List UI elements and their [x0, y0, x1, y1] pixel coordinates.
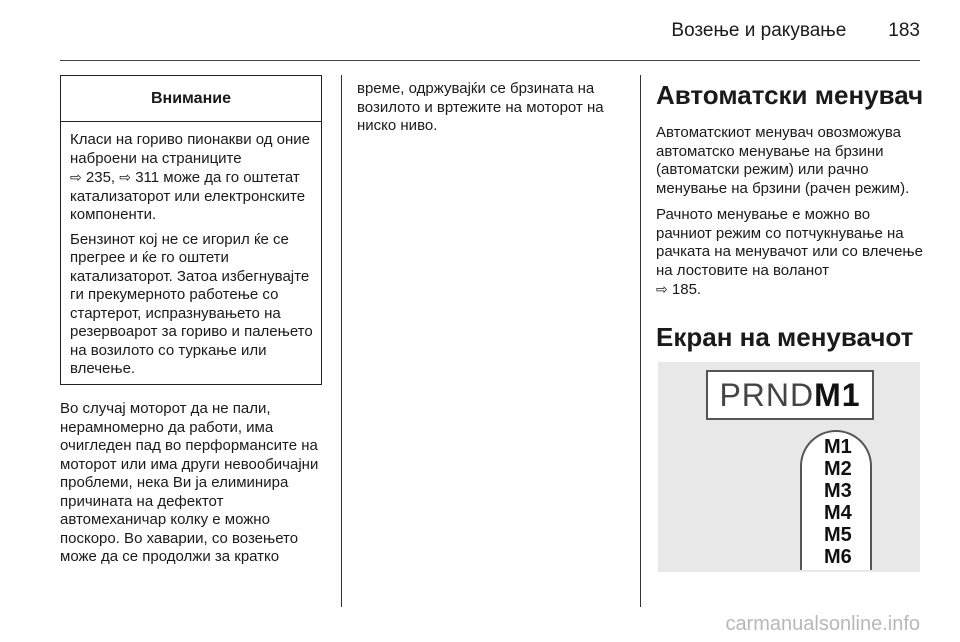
header-rule — [60, 60, 920, 61]
col2-text: време, одржувајќи се брзината на возилото и вртежите на моторот на ниско ниво. — [357, 80, 604, 134]
header-title: Возење и ракување — [671, 20, 847, 41]
gear-item: M2 — [824, 458, 852, 480]
warning-paragraph-1: Класи на гориво пионакви од оние наброени на страниците ⇨ 235, ⇨ 311 може да го оштетат катализаторот или електронските компоненти. — [70, 131, 311, 223]
section-heading: Автоматски менувач — [656, 80, 924, 110]
warning-title: Внимание — [61, 76, 321, 122]
column-3 — [656, 80, 928, 352]
page-number: 183 — [888, 20, 920, 41]
page-ref-icon: ⇨ — [70, 169, 82, 185]
warning-box — [60, 75, 322, 385]
column-divider — [341, 75, 342, 607]
col3-paragraph-2: Рачното менување е можно во рачниот режим со потчукнување на рачката на менувачот или со влечење на лостовите на воланот ⇨ 185. — [656, 206, 923, 298]
watermark: carmanualsonline.info — [725, 613, 920, 635]
page-ref-icon: ⇨ — [119, 169, 132, 185]
gear-display-figure — [658, 362, 920, 572]
subsection-heading: Екран на менувачот — [656, 321, 914, 352]
column-divider — [640, 75, 641, 607]
column-2 — [357, 80, 629, 144]
page-header — [671, 20, 920, 42]
gear-item: M5 — [824, 524, 852, 546]
gear-item: M1 — [824, 436, 852, 458]
gear-display: PRND M1 — [706, 370, 874, 420]
warning-paragraph-2: Бензинот кој не се игорил ќе се прегрее и ќе го оштети катализаторот. Затоа избегнувајте ги прекумерното работење со стартерот, испразнувањето на резервоарот за гориво и палењето на возилото со туркање или влечење. — [70, 230, 313, 377]
gear-list — [824, 436, 852, 568]
col3-paragraph-1: Автоматскиот менувач овозможува автоматско менување на брзини (автоматски режим) или рачно менување на брзини (рачен режим). — [656, 124, 910, 197]
page-ref-icon: ⇨ — [656, 281, 668, 297]
gear-item: M3 — [824, 480, 852, 502]
column-1 — [60, 400, 328, 575]
col1-text: Во случај моторот да не пали, нерамномерно да работи, има очигледен пад во перформансите на моторот или има други невообичајни проблеми, нека Ви ја елиминира причината на дефектот автомеханичар колку е можно поскоро. Во хаварии, со возењето може да се продолжи за кратко — [60, 400, 319, 565]
gear-item: M6 — [824, 546, 852, 568]
gear-item: M4 — [824, 502, 852, 524]
